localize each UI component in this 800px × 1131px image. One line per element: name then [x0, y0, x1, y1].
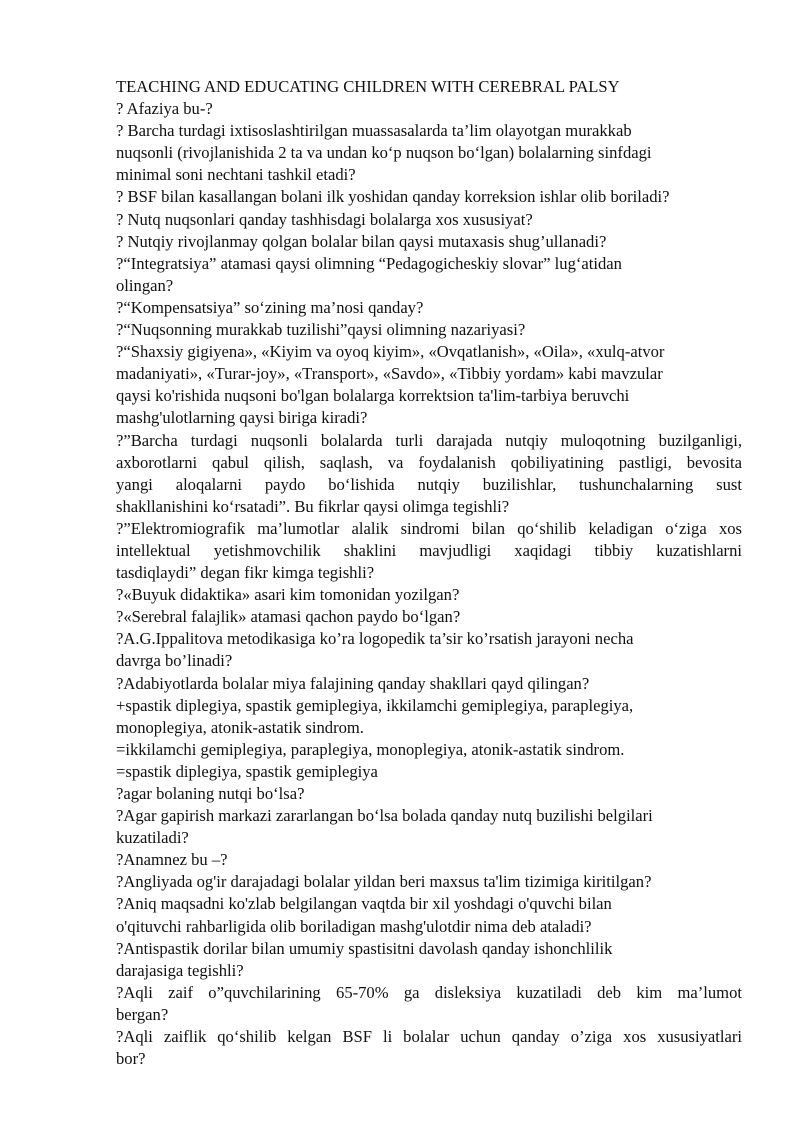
text-line: ?«Serebral falajlik» atamasi qachon paydo boʻlgan? [116, 607, 461, 627]
text-line: ?Aqli zaiflik qoʻshilib kelgan BSF li bolalar uchun qanday o’ziga xos xususiyatlari [116, 1027, 742, 1047]
text-line: ?«Buyuk didaktika» asari kim tomonidan yozilgan? [116, 585, 460, 605]
document-body [116, 76, 742, 1070]
text-line: ?”Barcha turdagi nuqsonli bolalarda turli darajada nutqiy muloqotning buzilganligi, [116, 430, 742, 450]
text-line: =ikkilamchi gemiplegiya, paraplegiya, monoplegiya, atonik-astatik sindrom. [116, 739, 625, 759]
text-line: monoplegiya, atonik-astatik sindrom. [116, 717, 364, 737]
text-line: tasdiqlaydi” degan fikr kimga tegishli? [116, 563, 375, 583]
text-line: axborotlarni qabul qilish, saqlash, va foydalanish qobiliyatining pastligi, bevosita [116, 452, 742, 472]
text-line: ?“Integratsiya” atamasi qaysi olimning “Pedagogicheskiy slovar” lugʻatidan [116, 253, 622, 273]
text-line: kuzatiladi? [116, 828, 189, 848]
text-line: minimal soni nechtani tashkil etadi? [116, 165, 356, 185]
text-line: ? Nutq nuqsonlari qanday tashhisdagi bolalarga xos xususiyat? [116, 209, 533, 229]
text-line: ?Antispastik dorilar bilan umumiy spastisitni davolash qanday ishonchlilik [116, 938, 613, 958]
text-line: ?Agar gapirish markazi zararlangan boʻlsa bolada qanday nutq buzilishi belgilari [116, 806, 653, 826]
text-line: ? BSF bilan kasallangan bolani ilk yoshidan qanday korreksion ishlar olib boriladi? [116, 187, 670, 207]
text-line: darajasiga tegishli? [116, 960, 244, 980]
document-title: TEACHING AND EDUCATING CHILDREN WITH CEREBRAL PALSY [116, 77, 620, 96]
text-line: olingan? [116, 275, 174, 295]
text-line: ? Barcha turdagi ixtisoslashtirilgan muassasalarda ta’lim olayotgan murakkab [116, 121, 632, 141]
text-line: =spastik diplegiya, spastik gemiplegiya [116, 761, 378, 781]
text-line: intellektual yetishmovchilik shaklini mavjudligi xaqidagi tibbiy kuzatishlarni [116, 540, 742, 560]
text-line: nuqsonli (rivojlanishida 2 ta va undan koʻp nuqson boʻlgan) bolalarning sinfdagi [116, 143, 652, 163]
text-line: shakllanishini koʻrsatadi”. Bu fikrlar qaysi olimga tegishli? [116, 496, 510, 516]
text-line: davrga bo’linadi? [116, 651, 233, 671]
text-line: bergan? [116, 1004, 169, 1024]
text-line: ? Afaziya bu-? [116, 99, 213, 119]
text-line: ?Aniq maqsadni ko'zlab belgilangan vaqtda bir xil yoshdagi o'quvchi bilan [116, 894, 612, 914]
text-line: ?”Elektromiografik ma’lumotlar alalik sindromi bilan qoʻshilib keladigan oʻziga xos [116, 518, 742, 538]
text-line: ?“Shaxsiy gigiyena», «Kiyim va oyoq kiyim», «Ovqatlanish», «Oila», «xulq-atvor [116, 342, 665, 362]
text-line: bor? [116, 1049, 146, 1069]
text-line: ?Angliyada og'ir darajadagi bolalar yildan beri maxsus ta'lim tizimiga kiritilgan? [116, 872, 652, 892]
text-line: mashg'ulotlarning qaysi biriga kiradi? [116, 408, 368, 428]
text-line: ?agar bolaning nutqi boʻlsa? [116, 784, 305, 803]
text-line: madaniyati», «Turar-joy», «Transport», «Savdo», «Tibbiy yordam» kabi mavzular [116, 364, 663, 384]
text-line: ?A.G.Ippalitova metodikasiga ko’ra logopedik ta’sir ko’rsatish jarayoni necha [116, 629, 634, 649]
text-line: ?Aqli zaif o”quvchilarining 65-70% ga disleksiya kuzatiladi deb kim ma’lumot [116, 982, 742, 1002]
text-line: ?“Kompensatsiya” soʻzining ma’nosi qanday? [116, 297, 424, 317]
text-line: +spastik diplegiya, spastik gemiplegiya, ikkilamchi gemiplegiya, paraplegiya, [116, 695, 634, 715]
text-line: yangi aloqalarni paydo boʻlishida nutqiy buzilishlar, tushunchalarning sust [116, 474, 742, 494]
text-line: ?Anamnez bu –? [116, 850, 228, 870]
text-line: qaysi ko'rishida nuqsoni bo'lgan bolalarga korrektsion ta'lim-tarbiya beruvchi [116, 386, 630, 406]
text-line: ? Nutqiy rivojlanmay qolgan bolalar bilan qaysi mutaxasis shug’ullanadi? [116, 231, 607, 251]
text-line: ?Adabiyotlarda bolalar miya falajining qanday shakllari qayd qilingan? [116, 673, 590, 693]
text-line: o'qituvchi rahbarligida olib boriladigan mashg'ulotdir nima deb ataladi? [116, 916, 592, 936]
text-line: ?“Nuqsonning murakkab tuzilishi”qaysi olimning nazariyasi? [116, 320, 526, 340]
